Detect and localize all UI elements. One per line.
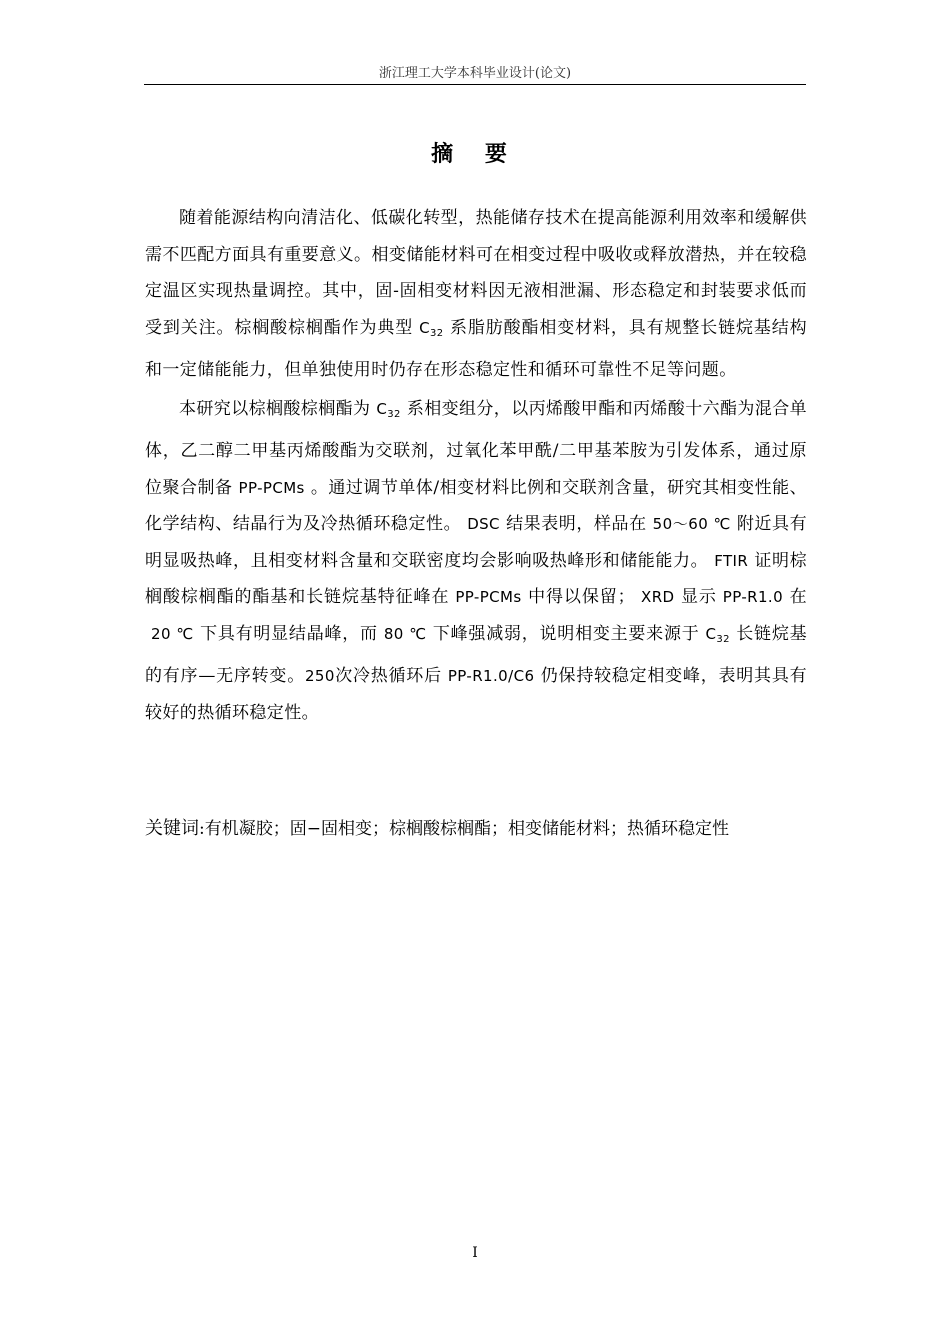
text-span: 结果表明，样品在 — [505, 514, 647, 534]
keywords-colon: : — [199, 819, 205, 839]
keywords-text: 有机凝胶；固−固相变；棕榈酸棕榈酯；相变储能材料；热循环稳定性 — [204, 819, 729, 839]
page-number: I — [472, 1245, 478, 1261]
term: PP-PCMs — [455, 588, 522, 606]
chemical-formula: $C_{32}$ — [376, 399, 401, 420]
text-span: 下峰强减弱，说明相变主要来源于 — [432, 623, 700, 644]
text-span: 中得以保留； — [527, 587, 636, 607]
text-span: 在 — [789, 587, 807, 607]
temperature: 80 ℃ — [383, 624, 427, 643]
term: DSC — [467, 515, 500, 533]
term: XRD — [641, 588, 675, 606]
abstract-title: 摘 要 — [431, 142, 519, 167]
text-span: 次冷热循环后 — [334, 666, 442, 686]
text-span: 长链烷基的有序—无序转变。 — [145, 623, 808, 686]
text-span: 随着能源结构向清洁化、低碳化转型，热能储存技术在提高能源利用效率和缓解供需不匹配方面具有重要意义。相变储能材料可在相变过程中吸收或释放潜热，并在较稳定温区实现热量调控。其中，固-固相变材料因无液相泄漏、形态稳定和封装要求低而受到关注。棕榈酸棕榈酯作为典型 — [145, 208, 807, 338]
text-span: 下具有明显结晶峰，而 — [200, 623, 378, 644]
text-span: 系相变组分，以丙烯酸甲酯和丙烯酸十六酯为混合单体，乙二醇二甲基丙烯酸酯为交联剂，过氧化苯甲酰/二甲基苯胺为引发体系，通过原位聚合制备 — [145, 398, 808, 498]
term: PP-PCMs — [238, 478, 305, 497]
temperature-range: 50～60 ℃ — [652, 515, 731, 533]
abstract-paragraph-1 — [145, 200, 807, 389]
term: FTIR — [714, 551, 749, 570]
chemical-formula: $C_{32}$ — [419, 318, 444, 339]
term: PP-R1.0 — [722, 588, 784, 606]
term: PP-R1.0/C6 — [447, 667, 535, 685]
keywords — [145, 807, 807, 851]
text-span: 本研究以棕榈酸棕榈酯为 — [179, 398, 371, 419]
abstract-body — [145, 200, 807, 731]
text-span: 仍保持较稳定相变峰，表明其具有较好的热循环稳定性。 — [145, 666, 808, 723]
chemical-formula: $C_{32}$ — [705, 624, 730, 645]
abstract-paragraph-2 — [145, 391, 807, 732]
running-header: 浙江理工大学本科毕业设计(论文) — [144, 64, 806, 85]
text-span: 证明棕榈酸棕榈酯的酯基和长链烷基特征峰在 — [145, 550, 807, 607]
text-span: 附近具有明显吸热峰，且相变材料含量和交联密度均会影响吸热峰形和储能能力。 — [145, 514, 808, 571]
temperature: 20 ℃ — [151, 624, 195, 643]
text-span: 系脂肪酸酯相变材料，具有规整长链烷基结构和一定储能能力，但单独使用时仍存在形态稳定性和循环可靠性不足等问题。 — [145, 317, 808, 380]
text-span: 。通过调节单体/相变材料比例和交联剂含量，研究其相变性能、化学结构、结晶行为及冷热循环稳定性。 — [145, 477, 808, 534]
keywords-label: 关键词 — [145, 818, 199, 839]
text-span: 显示 — [680, 587, 717, 607]
cycle-count: 250 — [304, 667, 335, 685]
